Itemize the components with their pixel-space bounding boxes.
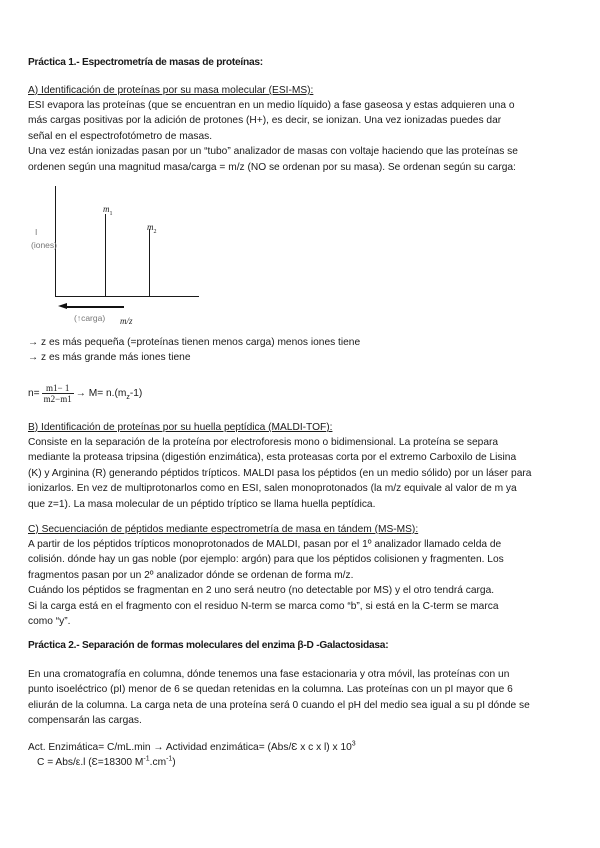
text-line: punto isoeléctrico (pI) menor de 6 se quedan retenidas en la columna. Las proteínas con un pI mayor que 6 <box>28 684 513 696</box>
text-line: señal en el espectrofotómetro de masas. <box>28 130 213 142</box>
peak-m1 <box>105 214 106 297</box>
section-a-heading: A) Identificación de proteínas por su masa molecular (ESI-MS): <box>28 85 314 96</box>
text-line: Cuándo los péptidos se fragmentan en 2 uno será neutro (no detectable por MS) y el otro tendrá carga. <box>28 585 495 597</box>
text-line: eliurán de la columna. La carga neta de una proteína será 0 cuando el pH del medio sea igual a su pI dónde se <box>28 699 530 711</box>
text-line: colisión. dónde hay un gas noble (por ejemplo: argón) para que los péptidos colisionen y fragmenten. Los <box>28 554 504 566</box>
text-line: Una vez están ionizadas pasan por un “tubo” analizador de masas con voltaje haciendo que las proteínas se <box>28 146 518 158</box>
formula-n: n= $\frac{m1- 1}{m2-m1}$ → $M= n.(m_z-1)$ <box>28 382 143 404</box>
bullet-line: → z es más grande más iones tiene <box>28 352 191 363</box>
y-axis-label: (iones) <box>31 240 57 250</box>
section-c-paragraph <box>28 537 504 629</box>
practica-2-paragraph <box>28 667 530 729</box>
x-axis <box>55 296 199 297</box>
text-line: ordenen según una magnitud masa/carga = m/z (NO se ordenan por su masa). Se ordenan según su carga: <box>28 161 516 173</box>
formula-concentration: C = Abs/ε.l (Ɛ=18300 $M^{-1}.cm^{-1}$) <box>37 755 176 768</box>
text-line: más cargas positivas por la adición de protones (H+), es decir, se ionizan. Una vez ionizadas puedes dar <box>28 115 502 127</box>
text-line: que z=1). La masa molecular de un péptido tríptico se llama huella peptídica. <box>28 498 376 510</box>
peak-m2-label: $m_2$ <box>147 222 157 235</box>
section-b-paragraph <box>28 435 531 512</box>
fraction: $\frac{m1- 1}{m2-m1}$ <box>43 382 72 404</box>
text-line: como “y”. <box>28 616 71 628</box>
text-line: mediante la proteasa tripsina (digestión enzimática), esta proteasas corta por el extremo Carboxilo de Lisina <box>28 452 517 464</box>
text-line: fragmentos pasan por un 2º analizador dónde se ordenan de forma m/z. <box>28 569 354 581</box>
section-b-heading: B) Identificación de proteínas por su huella peptídica (MALDI-TOF): <box>28 422 333 433</box>
bullet-line: → z es más pequeña (=proteínas tienen menos carga) menos iones tiene <box>28 337 361 348</box>
text-line: compensarán las cargas. <box>28 715 142 727</box>
arrow-shaft <box>66 306 124 309</box>
text-line: A partir de los péptidos trípticos monoprotonados de MALDI, pasan por el 1º analizador llamado celda de <box>28 539 502 550</box>
peak-m2 <box>149 229 150 297</box>
practica-1-title: Práctica 1.- Espectrometría de masas de proteínas: <box>28 57 263 68</box>
text-line: ESI evapora las proteínas (que se encuentran en un medio líquido) a fase gaseosa y estas adquieren una o <box>28 100 515 111</box>
practica-2-title: Práctica 2.- Separación de formas moleculares del enzima β-D -Galactosidasa: <box>28 640 389 651</box>
text-line: Consiste en la separación de la proteína por electroforesis mono o bidimensional. La proteína se separa <box>28 437 499 448</box>
section-c-heading: C) Secuenciación de péptidos mediante espectrometría de masa en tándem (MS-MS): <box>28 524 419 535</box>
x-axis-label: m/z <box>120 316 133 326</box>
y-axis-label-i: I <box>35 227 38 237</box>
formula-enzyme-activity: Act. Enzimática= C/mL.min → Actividad enzimática= (Abs/Ɛ x c x l) x $10^3$ <box>28 740 356 753</box>
text-line: Si la carga está en el fragmento con el residuo N-term se marca como “b”, si está en la C-term se marca <box>28 600 499 612</box>
text-line: ionizarlos. En vez de multiprotonarlos como en ESI, salen monoprotonados (la m/z equivale al valor de m ya <box>28 483 517 495</box>
text-line: En una cromatografía en columna, dónde tenemos una fase estacionaria y otra móvil, las proteínas con un <box>28 669 510 680</box>
section-a-paragraph <box>28 98 518 175</box>
arrow-label: (↑carga) <box>74 313 106 323</box>
text-line: (K) y Arginina (R) generando péptidos trípticos. MALDI pasa los péptidos (en un medio sólido) por un láser para <box>28 467 532 479</box>
mass-spectrum-diagram <box>28 186 228 331</box>
peak-m1-label: $m_1$ <box>103 204 113 217</box>
